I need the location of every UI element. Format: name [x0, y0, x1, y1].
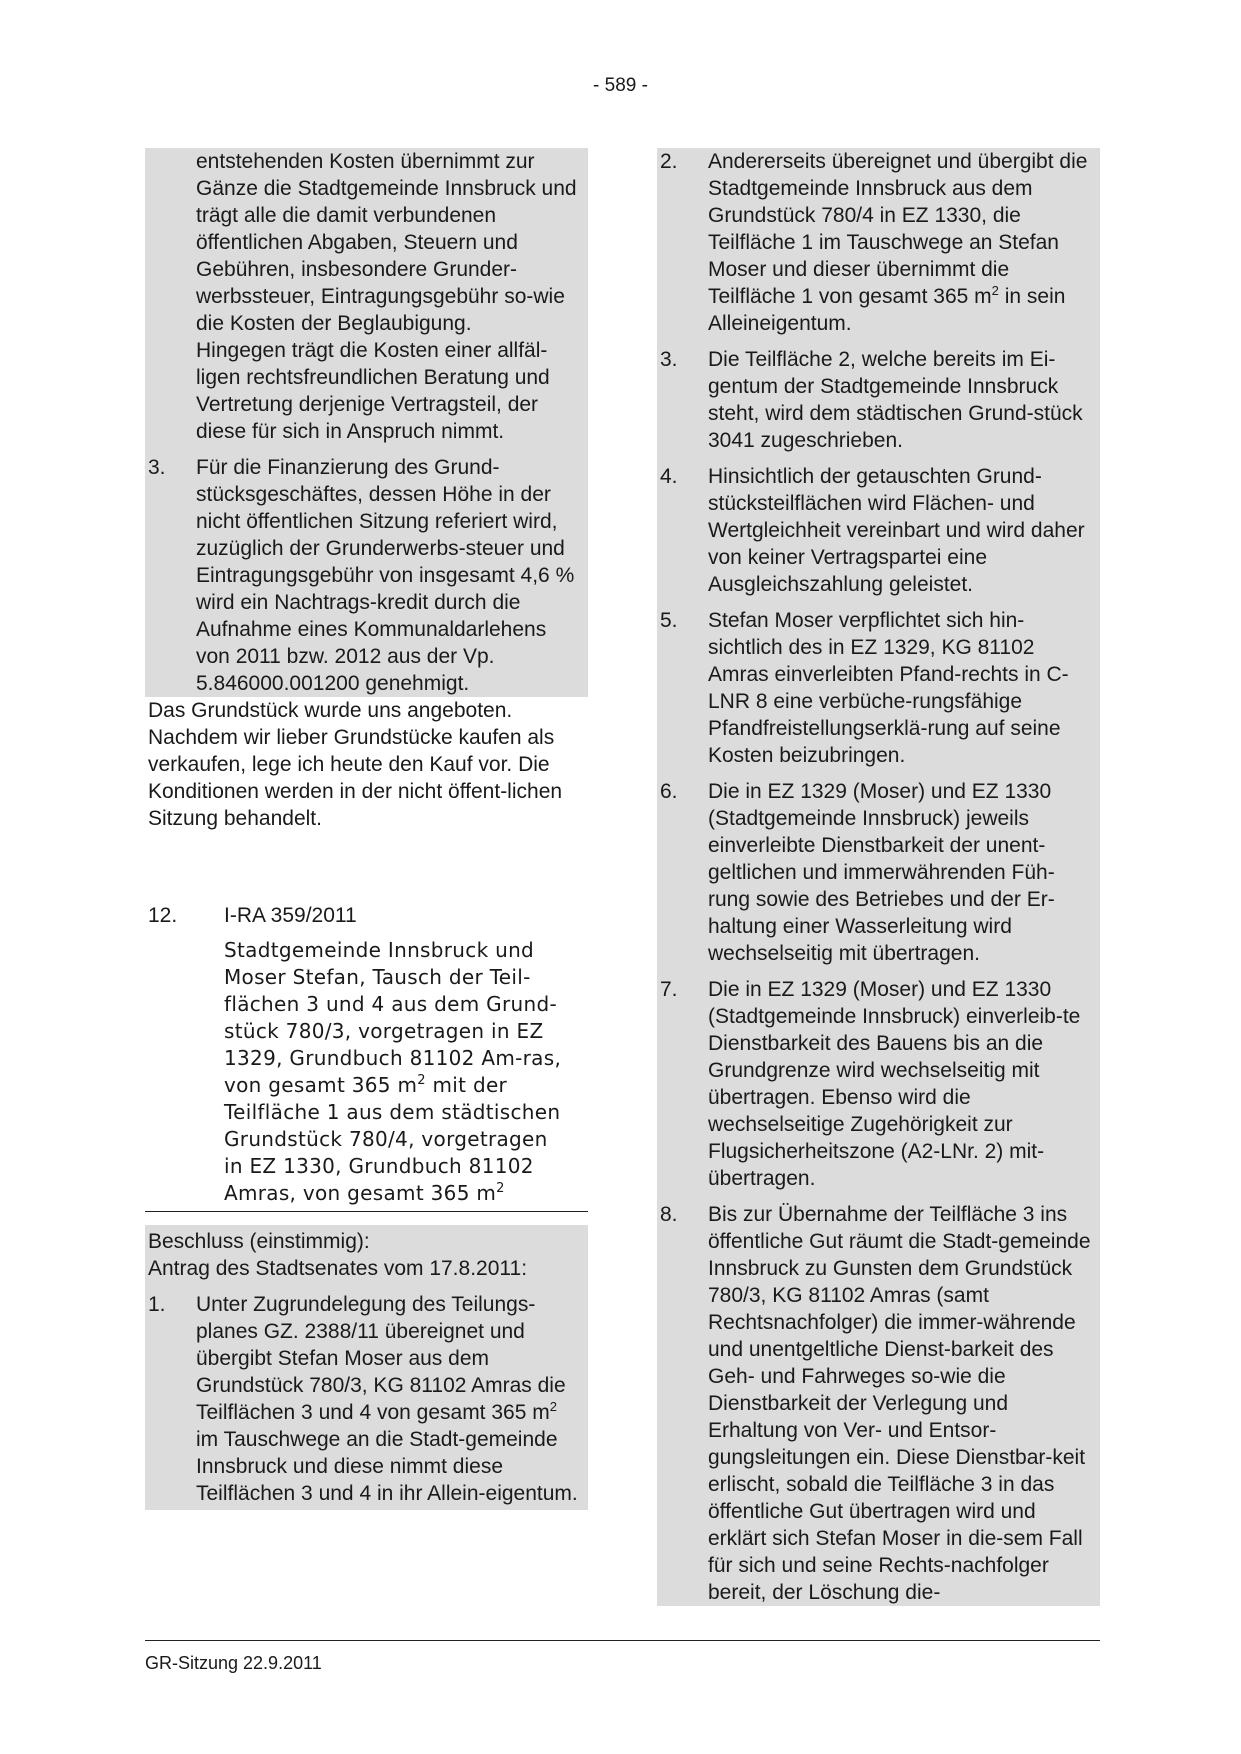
list-number: 6. — [660, 780, 678, 803]
list-item-4 — [660, 463, 1096, 598]
continuation-paragraph-2: Hingegen trägt die Kosten einer allfäl-ligen rechtsfreundlichen Beratung und Vertretung derjenige Vertragsteil, der diese für sich in Anspruch nimmt. — [196, 339, 550, 443]
list-text: Hinsichtlich der getauschten Grund-stücksteilflächen wird Flächen- und Wertgleichheit vereinbart und wird daher von keiner Vertragspartei eine Ausgleichszahlung geleistet. — [708, 465, 1085, 596]
agenda-reference: I-RA 359/2011 — [224, 904, 357, 927]
list-text-b: in sein Alleineigentum. — [708, 285, 1066, 335]
left-column — [145, 148, 588, 1510]
shaded-block-resolution — [145, 1225, 588, 1510]
list-item-7 — [660, 976, 1096, 1192]
list-item-1 — [148, 1291, 584, 1507]
list-item-5 — [660, 607, 1096, 769]
agenda-title-text-b: mit der Teilfläche 1 aus dem städtischen Grundstück 780/4, vorgetragen in EZ 1330, Grundbuch 81102 Amras, von gesamt 365 m — [224, 1073, 561, 1205]
superscript: 2 — [496, 1181, 505, 1196]
list-number: 8. — [660, 1203, 678, 1226]
list-item-3 — [660, 346, 1096, 454]
agenda-title-text-a: Stadtgemeinde Innsbruck und Moser Stefan, Tausch der Teil-flächen 3 und 4 aus dem Grund-stück 780/3, vorgetragen in EZ 1329, Grundbuch 81102 Am-ras, von gesamt 365 m — [224, 938, 562, 1097]
list-text: Für die Finanzierung des Grund-stücksgeschäftes, dessen Höhe in der nicht öffentlichen Sitzung referiert wird, zuzüglich der Grunderwerbs-steuer und Eintragungsgebühr von insgesamt 4,6 % wird ein Nachtrags-kredit durch die Aufnahme eines Kommunaldarlehens von 2011 bzw. 2012 aus der Vp. 5.846000.001200 genehmigt. — [196, 456, 575, 695]
list-text-a: Andererseits übereignet und übergibt die Stadtgemeinde Innsbruck aus dem Grundstück 780/4 in EZ 1330, die Teilfläche 1 im Tauschwege an Stefan Moser und dieser übernimmt die Teilfläche 1 von gesamt 365 m — [708, 150, 1088, 308]
list-text: Stefan Moser verpflichtet sich hin-sichtlich des in EZ 1329, KG 81102 Amras einverleibten Pfand-rechts in C-LNR 8 eine verbüche-rungsfähige Pfandfreistellungserklä-rung auf seine Kosten beizubringen. — [708, 609, 1069, 767]
shaded-block-right — [657, 148, 1100, 1606]
resolution-label: Beschluss (einstimmig): — [148, 1230, 370, 1253]
list-number: 3. — [660, 348, 678, 371]
list-number: 2. — [660, 150, 678, 173]
superscript: 2 — [991, 283, 999, 298]
list-text: Die in EZ 1329 (Moser) und EZ 1330 (Stadtgemeinde Innsbruck) einverleib-te Dienstbarkeit des Bauens bis an die Grundgrenze wird wechselseitig mit übertragen. Ebenso wird die wechselseitige Zugehörigkeit zur Flugsicherheitszone (A2-LNr. 2) mit-übertragen. — [708, 978, 1081, 1190]
list-number: 3. — [148, 456, 166, 479]
list-number: 7. — [660, 978, 678, 1001]
list-text — [708, 148, 1096, 337]
list-number: 1. — [148, 1293, 166, 1316]
list-item-6 — [660, 778, 1096, 967]
list-text: Die Teilfläche 2, welche bereits im Ei-gentum der Stadtgemeinde Innsbruck steht, wird dem städtischen Grund-stück 3041 zugeschrieben. — [708, 348, 1083, 452]
list-item-2 — [660, 148, 1096, 337]
list-text: Die in EZ 1329 (Moser) und EZ 1330 (Stadtgemeinde Innsbruck) jeweils einverleibte Dienstbarkeit der unent-geltlichen und immerwährenden Füh-rung sowie des Betriebes und der Er-haltung einer Wasserleitung wird wechselseitig mit übertragen. — [708, 780, 1055, 965]
list-item-8 — [660, 1201, 1096, 1606]
list-text — [196, 1291, 584, 1507]
superscript: 2 — [417, 1073, 426, 1088]
page-number: - 589 - — [593, 75, 648, 96]
list-text-b: im Tauschwege an die Stadt-gemeinde Innsbruck und diese nimmt diese Teilflächen 3 und 4 in ihr Allein-eigentum. — [196, 1428, 578, 1505]
agenda-title — [148, 937, 584, 1207]
divider — [145, 1211, 588, 1212]
superscript: 2 — [549, 1399, 557, 1414]
note-paragraph: Das Grundstück wurde uns angeboten. Nachdem wir lieber Grundstücke kaufen als verkaufen, lege ich heute den Kauf vor. Die Konditionen werden in der nicht öffent-lichen Sitzung behandelt. — [148, 699, 563, 830]
list-number: 4. — [660, 465, 678, 488]
list-item-3 — [148, 454, 584, 697]
agenda-number: 12. — [148, 904, 178, 927]
motion-label: Antrag des Stadtsenates vom 17.8.2011: — [148, 1257, 528, 1280]
right-column — [657, 148, 1100, 1606]
list-text: Bis zur Übernahme der Teilfläche 3 ins öffentliche Gut räumt die Stadt-gemeinde Innsbruck zu Gunsten dem Grundstück 780/3, KG 81102 Amras (samt Rechtsnachfolger) die immer-währende und unentgeltliche Dienst-barkeit des Geh- und Fahrweges so-wie die Dienstbarkeit der Verlegung und Erhaltung von Ver- und Entsor-gungsleitungen ein. Diese Dienstbar-keit erlischt, sobald die Teilfläche 3 in das öffentliche Gut übertragen wird und erklärt sich Stefan Moser in die-sem Fall für sich und seine Rechts-nachfolger bereit, der Löschung die- — [708, 1203, 1091, 1604]
list-number: 5. — [660, 609, 678, 632]
footer-text: GR-Sitzung 22.9.2011 — [145, 1653, 322, 1673]
footer-divider — [145, 1640, 1100, 1641]
agenda-item — [145, 902, 588, 1207]
list-text-a: Unter Zugrundelegung des Teilungs-planes GZ. 2388/11 übereignet und übergibt Stefan Moser aus dem Grundstück 780/3, KG 81102 Amras die Teilflächen 3 und 4 von gesamt 365 m — [196, 1293, 566, 1424]
agenda-heading — [148, 902, 584, 929]
shaded-block-continuation — [145, 148, 588, 697]
continuation-paragraph-1: entstehenden Kosten übernimmt zur Gänze die Stadtgemeinde Innsbruck und trägt alle die damit verbundenen öffentlichen Abgaben, Steuern und Gebühren, insbesondere Grunder-werbssteuer, Eintragungsgebühr so-wie die Kosten der Beglaubigung. — [196, 150, 577, 335]
